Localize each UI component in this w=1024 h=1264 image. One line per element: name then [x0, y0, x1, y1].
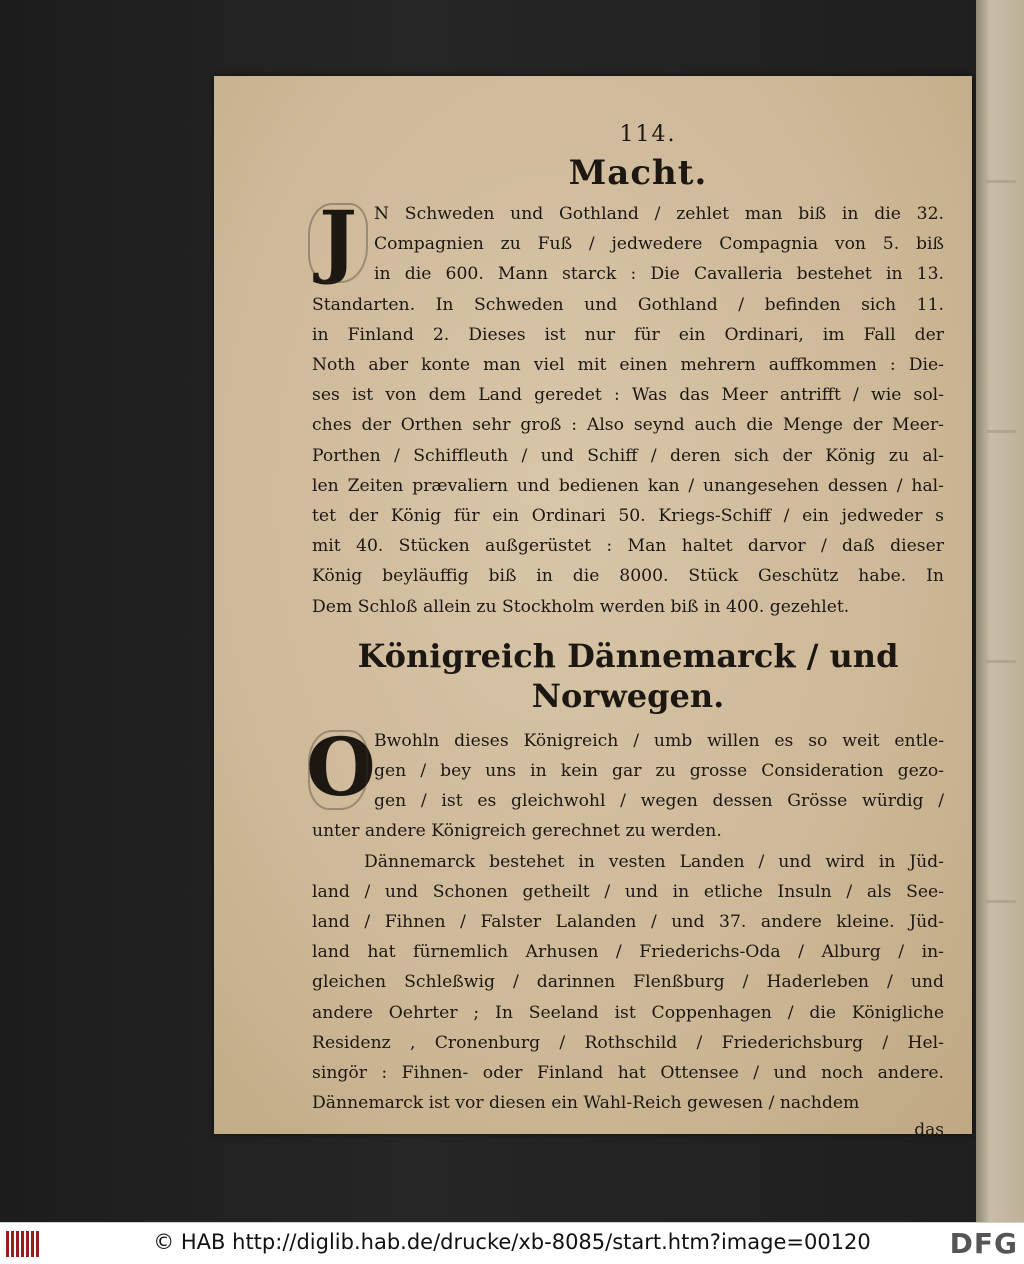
text-line: tet der König für ein Ordinari 50. Kriegs-Schiff / ein jedweder s — [312, 506, 944, 527]
text-line: Compagnien zu Fuß / jedwedere Compagnia von 5. biß — [374, 234, 944, 255]
text-line: len Zeiten prævaliern und bedienen kan / unangesehen dessen / hal- — [312, 475, 944, 496]
paragraph-koenigreich — [306, 719, 944, 847]
text-line: Dem Schloß allein zu Stockholm werden biß in 400. gezehlet. — [312, 596, 850, 617]
text-line: ches der Orthen sehr groß : Also seynd auch die Menge der Meer- — [312, 415, 944, 436]
paragraph-schweden — [312, 193, 944, 622]
footer-bar — [0, 1222, 1024, 1264]
adjacent-page-edge — [976, 0, 1024, 1222]
section-heading-macht: Macht. — [568, 153, 708, 193]
section-heading-daennemarck — [312, 636, 944, 716]
text-line: land / und Schonen getheilt / und in etliche Insuln / als See- — [312, 881, 944, 902]
text-line: in Finland 2. Dieses ist nur für ein Ordinari, im Fall der — [312, 324, 944, 345]
text-line: Noth aber konte man viel mit einen mehrern auffkommen : Die- — [312, 355, 944, 376]
catchword: das — [914, 1120, 944, 1141]
text-line: in die 600. Mann starck : Die Cavalleria bestehet in 13. — [374, 264, 944, 285]
text-line: andere Oehrter ; In Seeland ist Coppenhagen / die Königliche — [312, 1002, 944, 1023]
heading-line: Königreich Dännemarck / und — [357, 636, 899, 675]
text-line: gen / bey uns in kein gar zu grosse Consideration gezo- — [374, 761, 944, 782]
drop-cap: O — [306, 719, 376, 814]
heading-line: Norwegen. — [531, 676, 725, 715]
text-line: König beyläuffig biß in die 8000. Stück Geschütz habe. In — [312, 566, 944, 587]
text-line: Porthen / Schiffleuth / und Schiff / deren sich der König zu al- — [312, 445, 944, 466]
text-line: ses ist von dem Land geredet : Was das Meer antrifft / wie sol- — [312, 385, 944, 406]
paragraph-daennemarck-lands — [312, 847, 944, 1119]
page-text — [306, 122, 944, 1141]
text-line: Dännemarck ist vor diesen ein Wahl-Reich gewesen / nachdem — [312, 1093, 860, 1114]
text-line: N Schweden und Gothland / zehlet man biß in die 32. — [374, 204, 944, 224]
text-line: Standarten. In Schweden und Gothland / befinden sich 11. — [312, 294, 944, 315]
text-line: gen / ist es gleichwohl / wegen dessen Grösse würdig / — [374, 791, 944, 812]
text-line: mit 40. Stücken außgerüstet : Man haltet darvor / daß dieser — [312, 536, 944, 557]
copyright-url[interactable]: © HAB http://diglib.hab.de/drucke/xb-8085/start.htm?image=00120 — [153, 1230, 871, 1254]
text-line: land / Fihnen / Falster Lalanden / und 37. andere kleine. Jüd- — [312, 912, 944, 933]
text-line: singör : Fihnen- oder Finland hat Ottensee / und noch andere. — [312, 1063, 944, 1084]
text-line: land hat fürnemlich Arhusen / Friederichs-Oda / Alburg / in- — [312, 942, 944, 963]
text-line: Dännemarck bestehet in vesten Landen / und wird in Jüd- — [364, 851, 944, 872]
text-line: unter andere Königreich gerechnet zu werden. — [312, 821, 722, 842]
page-number: 114. — [619, 122, 677, 147]
text-line: Residenz , Cronenburg / Rothschild / Friederichsburg / Hel- — [312, 1032, 944, 1053]
text-line: gleichen Schleßwig / darinnen Flenßburg / Haderleben / und — [312, 972, 944, 993]
dfg-logo: DFG — [949, 1227, 1018, 1260]
text-line: Bwohln dieses Königreich / umb willen es so weit entle- — [374, 730, 944, 751]
drop-cap: J — [306, 197, 370, 285]
